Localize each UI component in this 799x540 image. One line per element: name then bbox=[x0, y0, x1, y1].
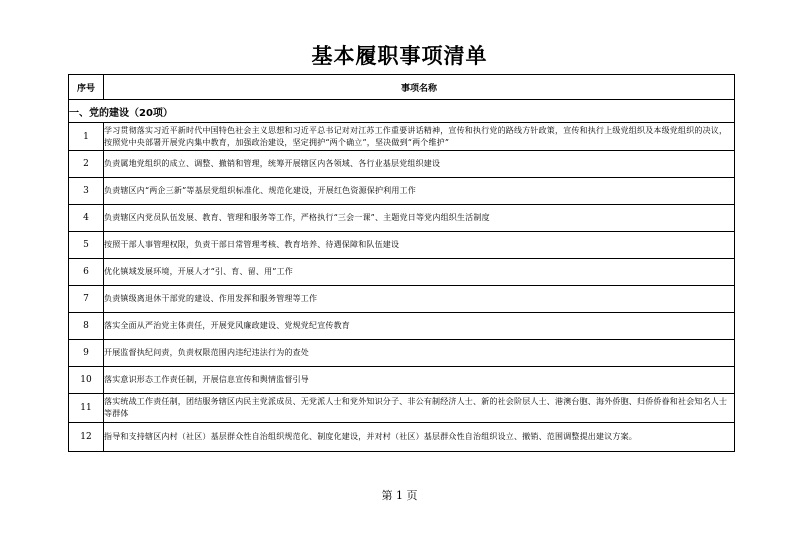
row-number: 9 bbox=[69, 340, 104, 367]
row-text: 学习贯彻落实习近平新时代中国特色社会主义思想和习近平总书记对对江苏工作重要讲话精神，宣传和执行党的路线方针政策，宣传和执行上级党组织及本级党组织的决议，按照党中央部署开展党内集中教育，加强政治建设，坚定拥护“两个确立”，坚决做到“两个维护” bbox=[104, 123, 735, 151]
row-number: 5 bbox=[69, 232, 104, 259]
section-row bbox=[69, 100, 735, 123]
header-item-name: 事项名称 bbox=[104, 75, 735, 100]
row-text: 负责辖区内“两企三新”等基层党组织标准化、规范化建设，开展红色资源保护利用工作 bbox=[104, 178, 735, 205]
table-row bbox=[69, 394, 735, 423]
row-number: 10 bbox=[69, 367, 104, 394]
table-row bbox=[69, 286, 735, 313]
table-row bbox=[69, 232, 735, 259]
row-number: 7 bbox=[69, 286, 104, 313]
row-text: 指导和支持辖区内村（社区）基层群众性自治组织规范化、制度化建设，并对村（社区）基层群众性自治组织设立、撤销、范围调整提出建议方案。 bbox=[104, 423, 735, 452]
table-row bbox=[69, 259, 735, 286]
row-text: 负责辖区内党员队伍发展、教育、管理和服务等工作，严格执行“三会一课”、主题党日等党内组织生活制度 bbox=[104, 205, 735, 232]
table-row bbox=[69, 423, 735, 452]
row-text: 落实全面从严治党主体责任，开展党风廉政建设、党规党纪宣传教育 bbox=[104, 313, 735, 340]
table-row bbox=[69, 178, 735, 205]
table-row bbox=[69, 151, 735, 178]
table-row bbox=[69, 205, 735, 232]
row-text: 落实统战工作责任制，团结服务辖区内民主党派成员、无党派人士和党外知识分子、非公有制经济人士、新的社会阶层人士、港澳台胞、海外侨胞、归侨侨眷和社会知名人士等群体 bbox=[104, 394, 735, 423]
row-text: 负责镇级离退休干部党的建设、作用发挥和服务管理等工作 bbox=[104, 286, 735, 313]
row-number: 8 bbox=[69, 313, 104, 340]
duties-table bbox=[68, 74, 735, 452]
table-row bbox=[69, 123, 735, 151]
page-footer: 第 1 页 bbox=[381, 489, 418, 502]
row-number: 2 bbox=[69, 151, 104, 178]
table-row bbox=[69, 313, 735, 340]
row-number: 12 bbox=[69, 423, 104, 452]
section-title: 一、党的建设（20项） bbox=[69, 100, 735, 123]
row-text: 开展监督执纪问责，负责权限范围内违纪违法行为的查处 bbox=[104, 340, 735, 367]
row-number: 3 bbox=[69, 178, 104, 205]
row-text: 按照干部人事管理权限，负责干部日常管理考核、教育培养、待遇保障和队伍建设 bbox=[104, 232, 735, 259]
row-number: 6 bbox=[69, 259, 104, 286]
table-row bbox=[69, 340, 735, 367]
table-header-row bbox=[69, 75, 735, 100]
row-number: 11 bbox=[69, 394, 104, 423]
page-title: 基本履职事项清单 bbox=[311, 44, 488, 68]
row-number: 4 bbox=[69, 205, 104, 232]
row-text: 负责属地党组织的成立、调整、撤销和管理，统筹开展辖区内各领域、各行业基层党组织建设 bbox=[104, 151, 735, 178]
row-text: 落实意识形态工作责任制，开展信息宣传和舆情监督引导 bbox=[104, 367, 735, 394]
table-row bbox=[69, 367, 735, 394]
row-number: 1 bbox=[69, 123, 104, 151]
header-serial: 序号 bbox=[69, 75, 104, 100]
row-text: 优化镇域发展环境，开展人才“引、育、留、用”工作 bbox=[104, 259, 735, 286]
